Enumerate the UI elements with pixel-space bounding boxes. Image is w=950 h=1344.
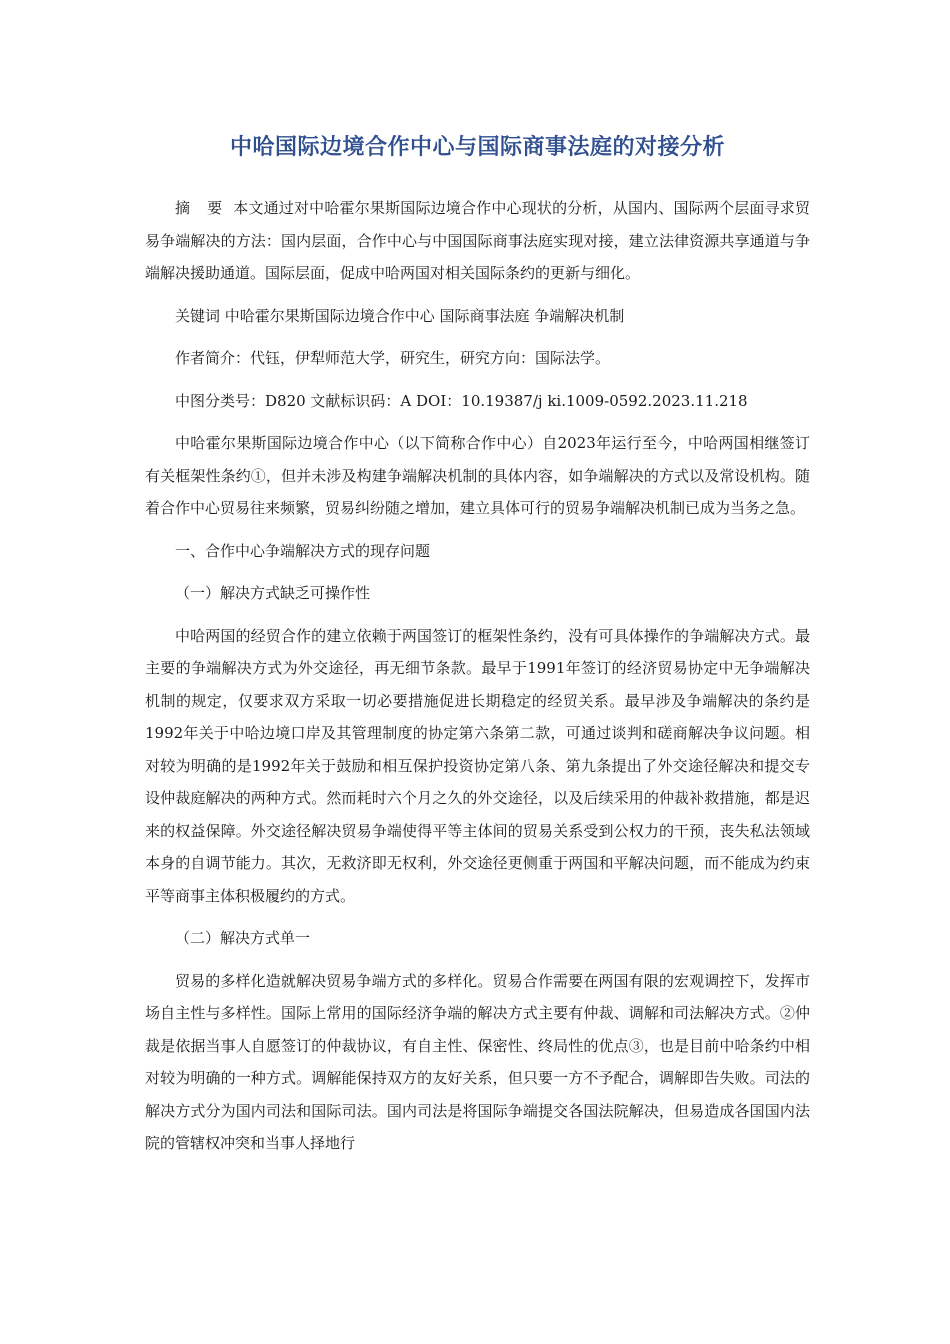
abstract-label: 摘 要 — [175, 199, 229, 217]
keywords: 关键词 中哈霍尔果斯国际边境合作中心 国际商事法庭 争端解决机制 — [175, 306, 625, 325]
section-heading-1: 一、合作中心争端解决方式的现存问题 — [175, 541, 431, 560]
intro-paragraph: 中哈霍尔果斯国际边境合作中心（以下简称合作中心）自2023年运行至今，中哈两国相继签订有关框架性条约①，但并未涉及构建争端解决机制的具体内容，如争端解决的方式以及常设机构。随着合作中心贸易往来频繁，贸易纠纷随之增加，建立具体可行的贸易争端解决机制已成为当务之急。 — [145, 434, 810, 517]
subsection-2-paragraph: 贸易的多样化造就解决贸易争端方式的多样化。贸易合作需要在两国有限的宏观调控下，发挥市场自主性与多样性。国际上常用的国际经济争端的解决方式主要有仲裁、调解和司法解决方式。②仲裁是依据当事人自愿签订的仲裁协议，有自主性、保密性、终局性的优点③，也是目前中哈条约中相对较为明确的一种方式。调解能保持双方的友好关系，但只要一方不予配合，调解即告失败。司法的解决方式分为国内司法和国际司法。国内司法是将国际争端提交各国法院解决，但易造成各国国内法院的管辖权冲突和当事人择地行 — [145, 971, 810, 1152]
classification-info: 中图分类号：D820 文献标识码：A DOI：10.19387/j ki.1009-0592.2023.11.218 — [175, 391, 748, 410]
subsection-heading-1: （一）解决方式缺乏可操作性 — [175, 584, 371, 602]
author-info: 作者简介：代钰，伊犁师范大学，研究生，研究方向：国际法学。 — [175, 349, 611, 367]
abstract-paragraph — [145, 192, 810, 290]
subsection-heading-2: （二）解决方式单一 — [175, 929, 311, 947]
paper-title: 中哈国际边境合作中心与国际商事法庭的对接分析 — [229, 135, 725, 160]
subsection-1-paragraph: 中哈两国的经贸合作的建立依赖于两国签订的框架性条约，没有可具体操作的争端解决方式。最主要的争端解决方式为外交途径，再无细节条款。最早于1991年签订的经济贸易协定中无争端解决机制的规定，仅要求双方采取一切必要措施促进长期稳定的经贸关系。最早涉及争端解决的条约是1992年关于中哈边境口岸及其管理制度的协定第六条第二款，可通过谈判和磋商解决争议问题。相对较为明确的是1992年关于鼓励和相互保护投资协定第八条、第九条提出了外交途径解决和提交专设仲裁庭解决的两种方式。然而耗时六个月之久的外交途径，以及后续采用的仲裁补救措施，都是迟来的权益保障。外交途径解决贸易争端使得平等主体间的贸易关系受到公权力的干预，丧失私法领域本身的自调节能力。其次，无救济即无权利，外交途径更侧重于两国和平解决问题，而不能成为约束平等商事主体积极履约的方式。 — [145, 626, 810, 905]
abstract-text: 本文通过对中哈霍尔果斯国际边境合作中心现状的分析，从国内、国际两个层面寻求贸易争端解决的方法：国内层面，合作中心与中国国际商事法庭实现对接，建立法律资源共享通道与争端解决援助通道。国际层面，促成中哈两国对相关国际条约的更新与细化。 — [145, 199, 810, 282]
document-page — [145, 128, 810, 1160]
